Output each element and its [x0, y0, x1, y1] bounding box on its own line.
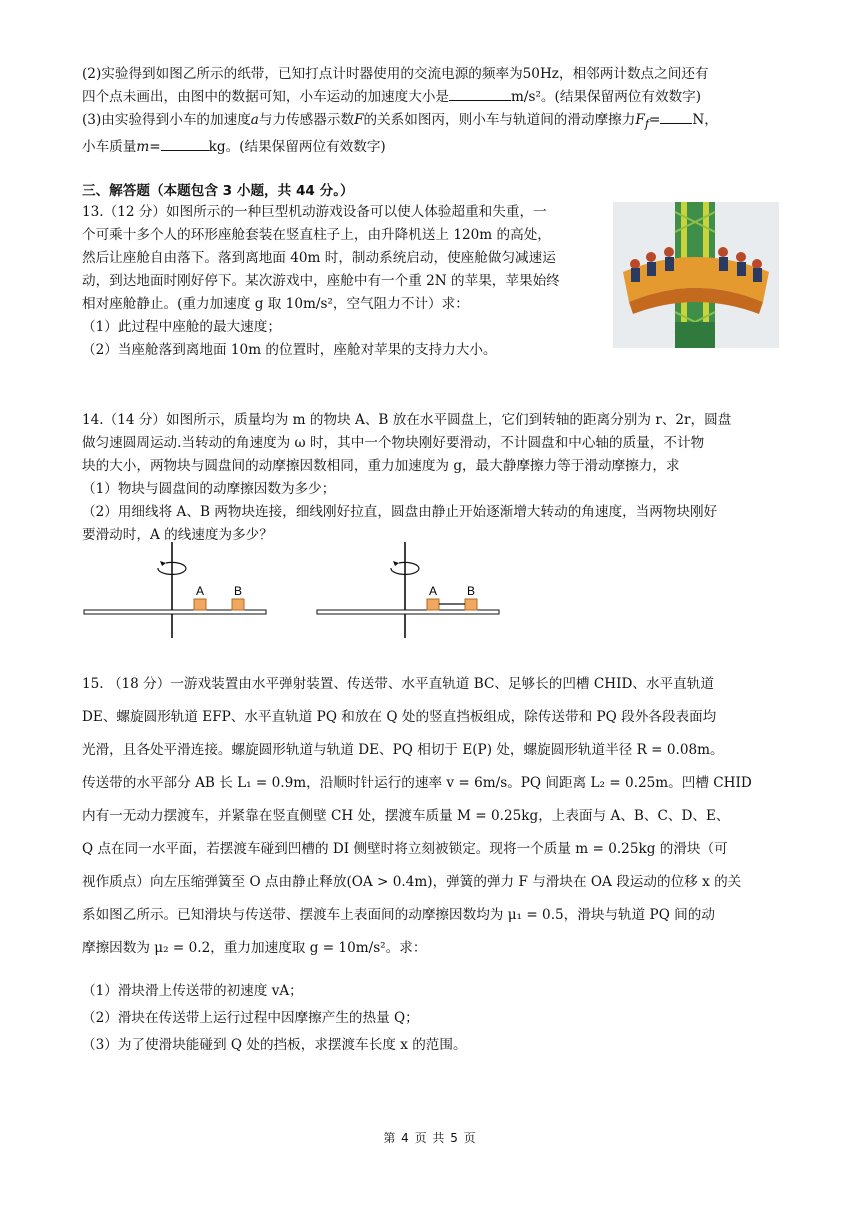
- answer-blank-friction: [660, 109, 692, 124]
- answer-blank-mass: [161, 136, 209, 151]
- drop-tower-illustration: [613, 202, 779, 348]
- q14-line: （2）用细线将 A、B 两物块连接，细线刚好拉直，圆盘由静止开始逐渐增大转动的角速度，当两物块刚好: [82, 504, 718, 520]
- q15-line: 15. （18 分）一游戏装置由水平弹射装置、传送带、水平直轨道 BC、足够长的凹槽 CHID、水平直轨道: [82, 676, 714, 692]
- q15-subquestion-2: （2）滑块在传送带上运行过程中因摩擦产生的热量 Q；: [82, 1010, 419, 1026]
- q15-subquestion-3: （3）为了使滑块能碰到 Q 处的挡板，求摆渡车长度 x 的范围。: [82, 1037, 467, 1053]
- q12-part2-line1: (2)实验得到如图乙所示的纸带，已知打点计时器使用的交流电源的频率为50Hz，相邻两计数点之间还有: [82, 66, 709, 82]
- q13-line: 动，到达地面时刚好停下。某次游戏中，座舱中有一个重 2N 的苹果，苹果始终: [82, 273, 560, 289]
- q13-line: 然后让座舱自由落下。落到离地面 40m 时，制动系统启动，使座舱做匀减速运: [82, 250, 556, 266]
- q14-line: 14.（14 分）如图所示，质量均为 m 的物块 A、B 放在水平圆盘上，它们到转轴的距离分别为 r、2r，圆盘: [82, 412, 732, 428]
- block-a-label: A: [195, 584, 205, 598]
- section-3-heading: 三、解答题（本题包含 3 小题，共 44 分。）: [82, 183, 354, 199]
- block-b-label: B: [466, 584, 476, 598]
- q12-part3-line2: 小车质量m= kg。(结果保留两位有效数字): [82, 136, 782, 159]
- q13-line: 相对座舱静止。(重力加速度 g 取 10m/s²，空气阻力不计）求：: [82, 296, 469, 312]
- question-15: [82, 668, 782, 965]
- turntable-figure-right: [315, 540, 501, 640]
- q15-line: 摩擦因数为 μ₂ = 0.2，重力加速度取 g = 10m/s²。求：: [82, 940, 427, 956]
- q15-line: 系如图乙所示。已知滑块与传送带、摆渡车上表面间的动摩擦因数均为 μ₁ = 0.5，滑块与轨道 PQ 间的动: [82, 907, 715, 923]
- block-b-label: B: [233, 584, 243, 598]
- question-14: [82, 409, 782, 547]
- q14-line: 做匀速圆周运动.当转动的角速度为 ω 时，其中一个物块刚好要滑动，不计圆盘和中心轴的质量，不计物: [82, 435, 705, 451]
- q13-line: （1）此过程中座舱的最大速度；: [82, 319, 281, 335]
- q15-line: 内有一无动力摆渡车，并紧靠在竖直侧壁 CH 处，摆渡车质量 M = 0.25kg，上表面与 A、B、C、D、E、: [82, 808, 730, 824]
- page-number-footer: 第 4 页 共 5 页: [383, 1131, 477, 1145]
- q13-line: 个可乘十多个人的环形座舱套装在竖直柱子上，由升降机送上 120m 的高处，: [82, 227, 551, 243]
- q14-line: 块的大小，两物块与圆盘间的动摩擦因数相同，重力加速度为 g，最大静摩擦力等于滑动摩擦力，求: [82, 458, 680, 474]
- q15-line: DE、螺旋圆形轨道 EFP、水平直轨道 PQ 和放在 Q 处的竖直挡板组成，除传送带和 PQ 段外各段表面均: [82, 709, 717, 725]
- q15-line: 传送带的水平部分 AB 长 L₁ = 0.9m，沿顺时针运行的速率 v = 6m/s。PQ 间距离 L₂ = 0.25m。凹槽 CHID: [82, 775, 752, 791]
- question-12-continued: [82, 63, 782, 159]
- question-13: [82, 201, 612, 362]
- q13-line: （2）当座舱落到离地面 10m 的位置时，座舱对苹果的支持力大小。: [82, 342, 497, 358]
- q14-line: 要滑动时，A 的线速度为多少？: [82, 527, 273, 543]
- turntable-figure-left: [82, 540, 268, 640]
- q12-part3-line1: (3)由实验得到小车的加速度a与力传感器示数F的关系如图丙，则小车与轨道间的滑动摩擦力$F_f= N$，: [82, 109, 782, 136]
- answer-blank-acceleration: [449, 86, 511, 101]
- q15-line: 光滑，且各处平滑连接。螺旋圆形轨道与轨道 DE、PQ 相切于 E(P) 处，螺旋圆形轨道半径 R = 0.08m。: [82, 742, 724, 758]
- question-15-subquestions: [82, 978, 782, 1059]
- block-a-label: A: [428, 584, 438, 598]
- q13-line: 13.（12 分）如图所示的一种巨型机动游戏设备可以使人体验超重和失重，一: [82, 204, 547, 220]
- drop-tower-photo: [613, 202, 779, 348]
- q12-part2-line2: 四个点未画出，由图中的数据可知，小车运动的加速度大小是 m/s²。(结果保留两位有效数字): [82, 86, 782, 109]
- q14-line: （1）物块与圆盘间的动摩擦因数为多少；: [82, 481, 336, 497]
- q15-line: 视作质点）向左压缩弹簧至 O 点由静止释放(OA > 0.4m)，弹簧的弹力 F 与滑块在 OA 段运动的位移 x 的关: [82, 874, 742, 890]
- q15-line: Q 点在同一水平面，若摆渡车碰到凹槽的 DI 侧壁时将立刻被锁定。现将一个质量 m = 0.25kg 的滑块（可: [82, 841, 728, 857]
- q15-subquestion-1: （1）滑块滑上传送带的初速度 vA；: [82, 983, 303, 999]
